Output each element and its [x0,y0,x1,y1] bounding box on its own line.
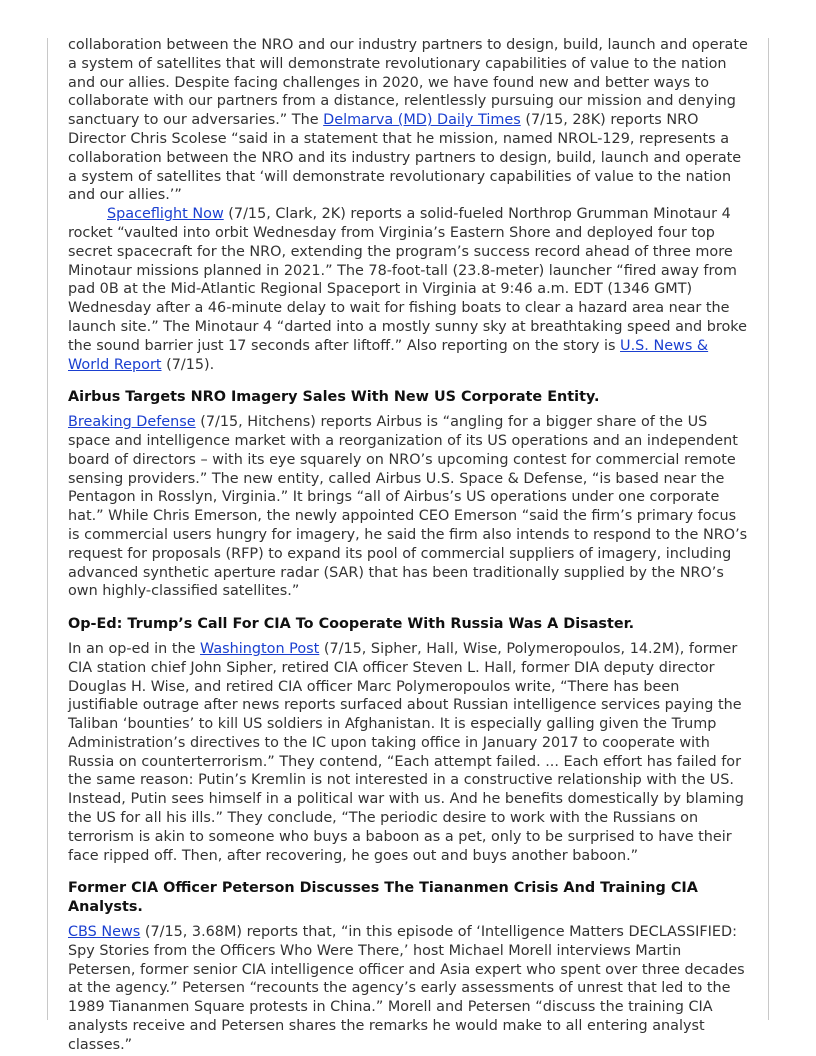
spaceflight-now-link[interactable]: Spaceflight Now [107,206,224,223]
story1-text: collaboration between the NRO and our industry partners to design, build, launch and operate a system of satellites that will demonstrate revolutionary capabilities of value to the nation and our allies. Despite facing challenges in 2020, we have found new and better ways to collaborate with our partners from a distance, relentlessly pursuing our mission and denying sanctuary to our adversaries.” The [68,37,748,129]
delmarva-daily-times-link[interactable]: Delmarva (MD) Daily Times [323,112,521,129]
story2-paragraph [68,413,750,601]
story1-text: (7/15, Clark, 2K) reports a solid-fueled Northrop Grumman Minotaur 4 rocket “vaulted into orbit Wednesday from Virginia’s Eastern Shore and deployed four top secret spacecraft for the NRO, extending the program’s success record ahead of three more Minotaur missions planned in 2021.” The 78-foot-tall (23.8-meter) launcher “fired away from pad 0B at the Mid-Atlantic Regional Spaceport in Virginia at 9:46 a.m. EDT (1346 GMT) Wednesday after a 46-minute delay to wait for fishing boats to clear a hazard area near the launch site.” The Minotaur 4 “darted into a mostly sunny sky at breathtaking speed and broke the sound barrier just 17 seconds after liftoff.” Also reporting on the story is [68,206,747,354]
news-briefing-content [68,36,750,1055]
story4-text: (7/15, 3.68M) reports that, “in this episode of ‘Intelligence Matters DECLASSIFIED: Spy Stories from the Officers Who Were There,’ host Michael Morell interviews Martin Petersen, former senior CIA intelligence officer and Asia expert who spent over three decades at the agency.” Petersen “recounts the agency’s early assessments of unrest that led to the 1989 Tiananmen Square protests in China.” Morell and Petersen “discuss the training CIA analysts receive and Petersen shares the remarks he would make to all entering analyst classes.” [68,924,745,1053]
story3-paragraph [68,640,750,866]
left-page-rule [47,38,48,1020]
story1-paragraph-1 [68,36,750,205]
story4-heading: Former CIA Officer Peterson Discusses The Tiananmen Crisis And Training CIA Analysts. [68,880,698,916]
story1-paragraph-2 [68,205,750,374]
story2-text: (7/15, Hitchens) reports Airbus is “angling for a bigger share of the US space and intelligence market with a reorganization of its US operations and an independent board of directors – with its eye squarely on NRO’s upcoming contest for commercial remote sensing providers.” The new entity, called Airbus U.S. Space & Defense, “is based near the Pentagon in Rosslyn, Virginia.” It brings “all of Airbus’s US operations under one corporate hat.” While Chris Emerson, the newly appointed CEO Emerson “said the firm’s primary focus is commercial users hungry for imagery, he said the firm also intends to respond to the NRO’s request for proposals (RFP) to expand its pool of commercial suppliers of imagery, including advanced synthetic aperture radar (SAR) that has been traditionally supplied by the NRO’s own highly-classified satellites.” [68,414,748,600]
story3-text: In an op-ed in the [68,640,201,657]
story3-heading: Op-Ed: Trump’s Call For CIA To Cooperate With Russia Was A Disaster. [68,616,635,633]
story1-text: (7/15). [161,356,215,373]
us-news-world-report-link[interactable]: U.S. News & World Report [68,337,709,373]
story3-text: (7/15, Sipher, Hall, Wise, Polymeropoulos, 14.2M), former CIA station chief John Sipher, retired CIA officer Steven L. Hall, former DIA deputy director Douglas H. Wise, and retired CIA officer Marc Polymeropoulos write, “There has been justifiable outrage after news reports surfaced about Russian intelligence services paying the Taliban ‘bounties’ to kill US soldiers in Afghanistan. It is especially galling given the Trump Administration’s directives to the IC upon taking office in January 2017 to cooperate with Russia on counterterrorism.” They contend, “Each attempt failed. ... Each effort has failed for the same reason: Putin’s Kremlin is not interested in a constructive relationship with the US. Instead, Putin sees himself in a political war with us. And he benefits domestically by blaming the US for all his ills.” They conclude, “The periodic desire to work with the Russians on terrorism is akin to someone who buys a baboon as a pet, only to be surprised to have their face ripped off. Then, after recovering, he goes out and buys another baboon.” [68,640,744,864]
breaking-defense-link[interactable]: Breaking Defense [68,414,196,431]
story2-heading: Airbus Targets NRO Imagery Sales With New US Corporate Entity. [68,389,600,406]
cbs-news-link[interactable]: CBS News [68,924,141,941]
story1-text: (7/15, 28K) reports NRO Director Chris Scolese “said in a statement that he mission, named NROL-129, represents a collaboration between the NRO and its industry partners to design, build, launch and operate a system of satellites that ‘will demonstrate revolutionary capabilities of value to the nation and our allies.’” [68,112,742,204]
washington-post-link[interactable]: Washington Post [200,640,320,657]
right-page-rule [768,38,769,1020]
story4-paragraph [68,923,750,1055]
